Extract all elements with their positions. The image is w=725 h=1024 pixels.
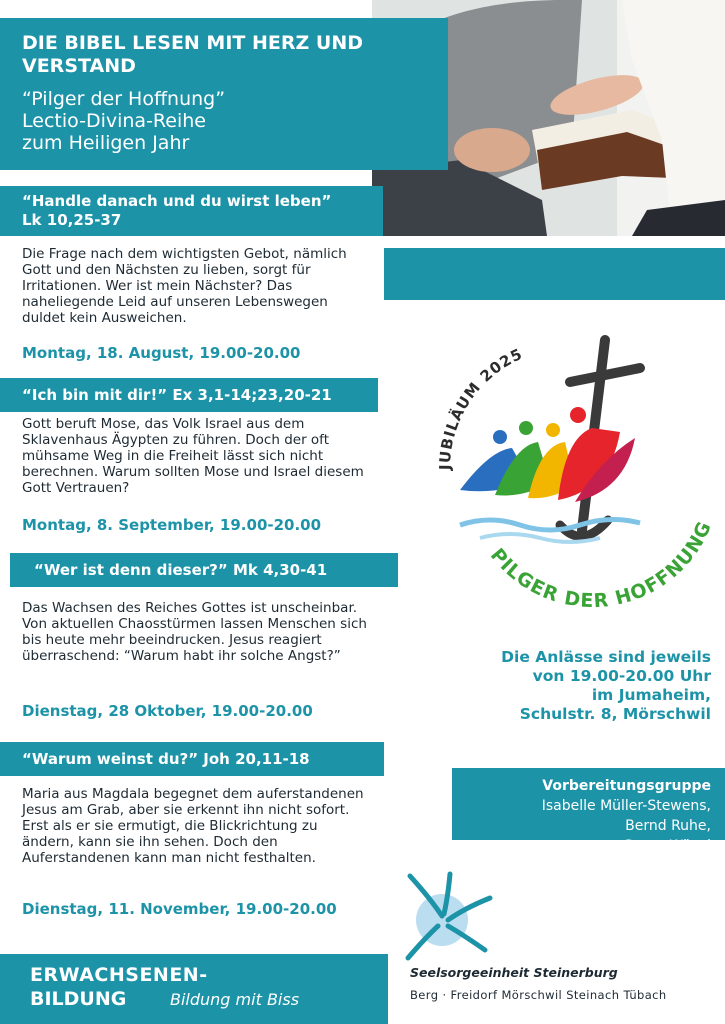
- logo-bottom-text: PILGER DER HOFFNUN: [485, 530, 710, 610]
- jubilee-logo-graphic: [420, 320, 710, 610]
- session-4-date: Dienstag, 11. November, 19.00-20.00: [22, 900, 337, 918]
- info-line-2: von 19.00-20.00 Uhr: [532, 667, 711, 685]
- subtitle-line-2: Lectio-Divina-Reihe: [22, 110, 206, 132]
- prep-member-1: Isabelle Müller-Stewens,: [541, 798, 711, 814]
- info-line-1: Die Anlässe sind jeweils: [501, 648, 711, 666]
- parish-places: Berg · Freidorf Mörschwil Steinach Tübach: [410, 988, 667, 1002]
- session-1-description: Die Frage nach dem wichtigsten Gebot, nämlich Gott und den Nächsten zu lieben, sorgt für Irritationen. Wer ist mein Nächster? Das naheliegende Leid auf unseren Lebenswegen duldet kein Ausweichen.: [22, 246, 347, 326]
- session-1-heading: “Handle danach und du wirst leben” Lk 10,25-37: [22, 192, 332, 229]
- subtitle-line-3: zum Heiligen Jahr: [22, 132, 190, 154]
- decorative-bar: [384, 248, 725, 300]
- page-title: DIE BIBEL LESEN MIT HERZ UND VERSTAND: [22, 32, 363, 77]
- parish-logo-graphic: [390, 868, 510, 968]
- session-2-description: Gott beruft Mose, das Volk Israel aus dem Sklavenhaus Ägypten zu führen. Doch der oft mühsame Weg in die Freiheit lässt sich nicht berechnen. Warum sollten Mose und Israel diesem Gott Vertrauen?: [22, 416, 364, 496]
- jubilee-logo: [420, 320, 710, 610]
- event-info: [381, 648, 711, 724]
- session-2-heading: “Ich bin mit dir!” Ex 3,1-14;23,20-21: [22, 386, 332, 404]
- prep-group-box: [452, 768, 725, 854]
- footer-line-2: BILDUNG: [30, 988, 127, 1010]
- info-line-3: im Jumaheim,: [591, 686, 711, 704]
- info-line-4: Schulstr. 8, Mörschwil: [519, 705, 711, 723]
- session-3-heading: “Wer ist denn dieser?” Mk 4,30-41: [34, 561, 328, 579]
- session-1-date: Montag, 18. August, 19.00-20.00: [22, 344, 301, 362]
- parish-logo: [390, 868, 510, 968]
- footer-tagline: Bildung mit Biss: [170, 990, 300, 1009]
- subtitle-line-1: “Pilger der Hoffnung”: [22, 88, 226, 110]
- subtitle: [22, 88, 442, 154]
- session-2-date: Montag, 8. September, 19.00-20.00: [22, 516, 322, 534]
- prep-member-3: Remo Wäspi: [625, 838, 711, 854]
- session-2-heading-bar: [0, 378, 378, 412]
- parish-name: Seelsorgeeinheit Steinerburg: [410, 965, 618, 980]
- header-banner: [0, 18, 448, 170]
- prep-group-heading: Vorbereitungsgruppe: [542, 778, 711, 794]
- footer-banner: [0, 954, 388, 1024]
- session-4-description: Maria aus Magdala begegnet dem auferstandenen Jesus am Grab, aber sie erkennt ihn nicht sofort. Erst als er sie ermutigt, die Blickrichtung zu ändern, kann sie ihn sehen. Doch den Auferstandenen kann man nicht festhalten.: [22, 786, 364, 866]
- session-3-heading-bar: [10, 553, 398, 587]
- logo-top-text: JUBILÄUM 2025: [435, 344, 526, 471]
- prep-member-2: Bernd Ruhe,: [625, 818, 711, 834]
- session-4-heading: “Warum weinst du?” Joh 20,11-18: [22, 750, 310, 768]
- session-1-heading-bar: [0, 186, 383, 236]
- session-3-description: Das Wachsen des Reiches Gottes ist unscheinbar. Von aktuellen Chaosstürmen lassen Menschen sich bis heute mehr beeindrucken. Jesus reagiert überraschend: “Warum habt ihr solche Angst?”: [22, 600, 367, 664]
- footer-line-1: ERWACHSENEN-: [30, 964, 208, 986]
- session-4-heading-bar: [0, 742, 384, 776]
- session-3-date: Dienstag, 28 Oktober, 19.00-20.00: [22, 702, 313, 720]
